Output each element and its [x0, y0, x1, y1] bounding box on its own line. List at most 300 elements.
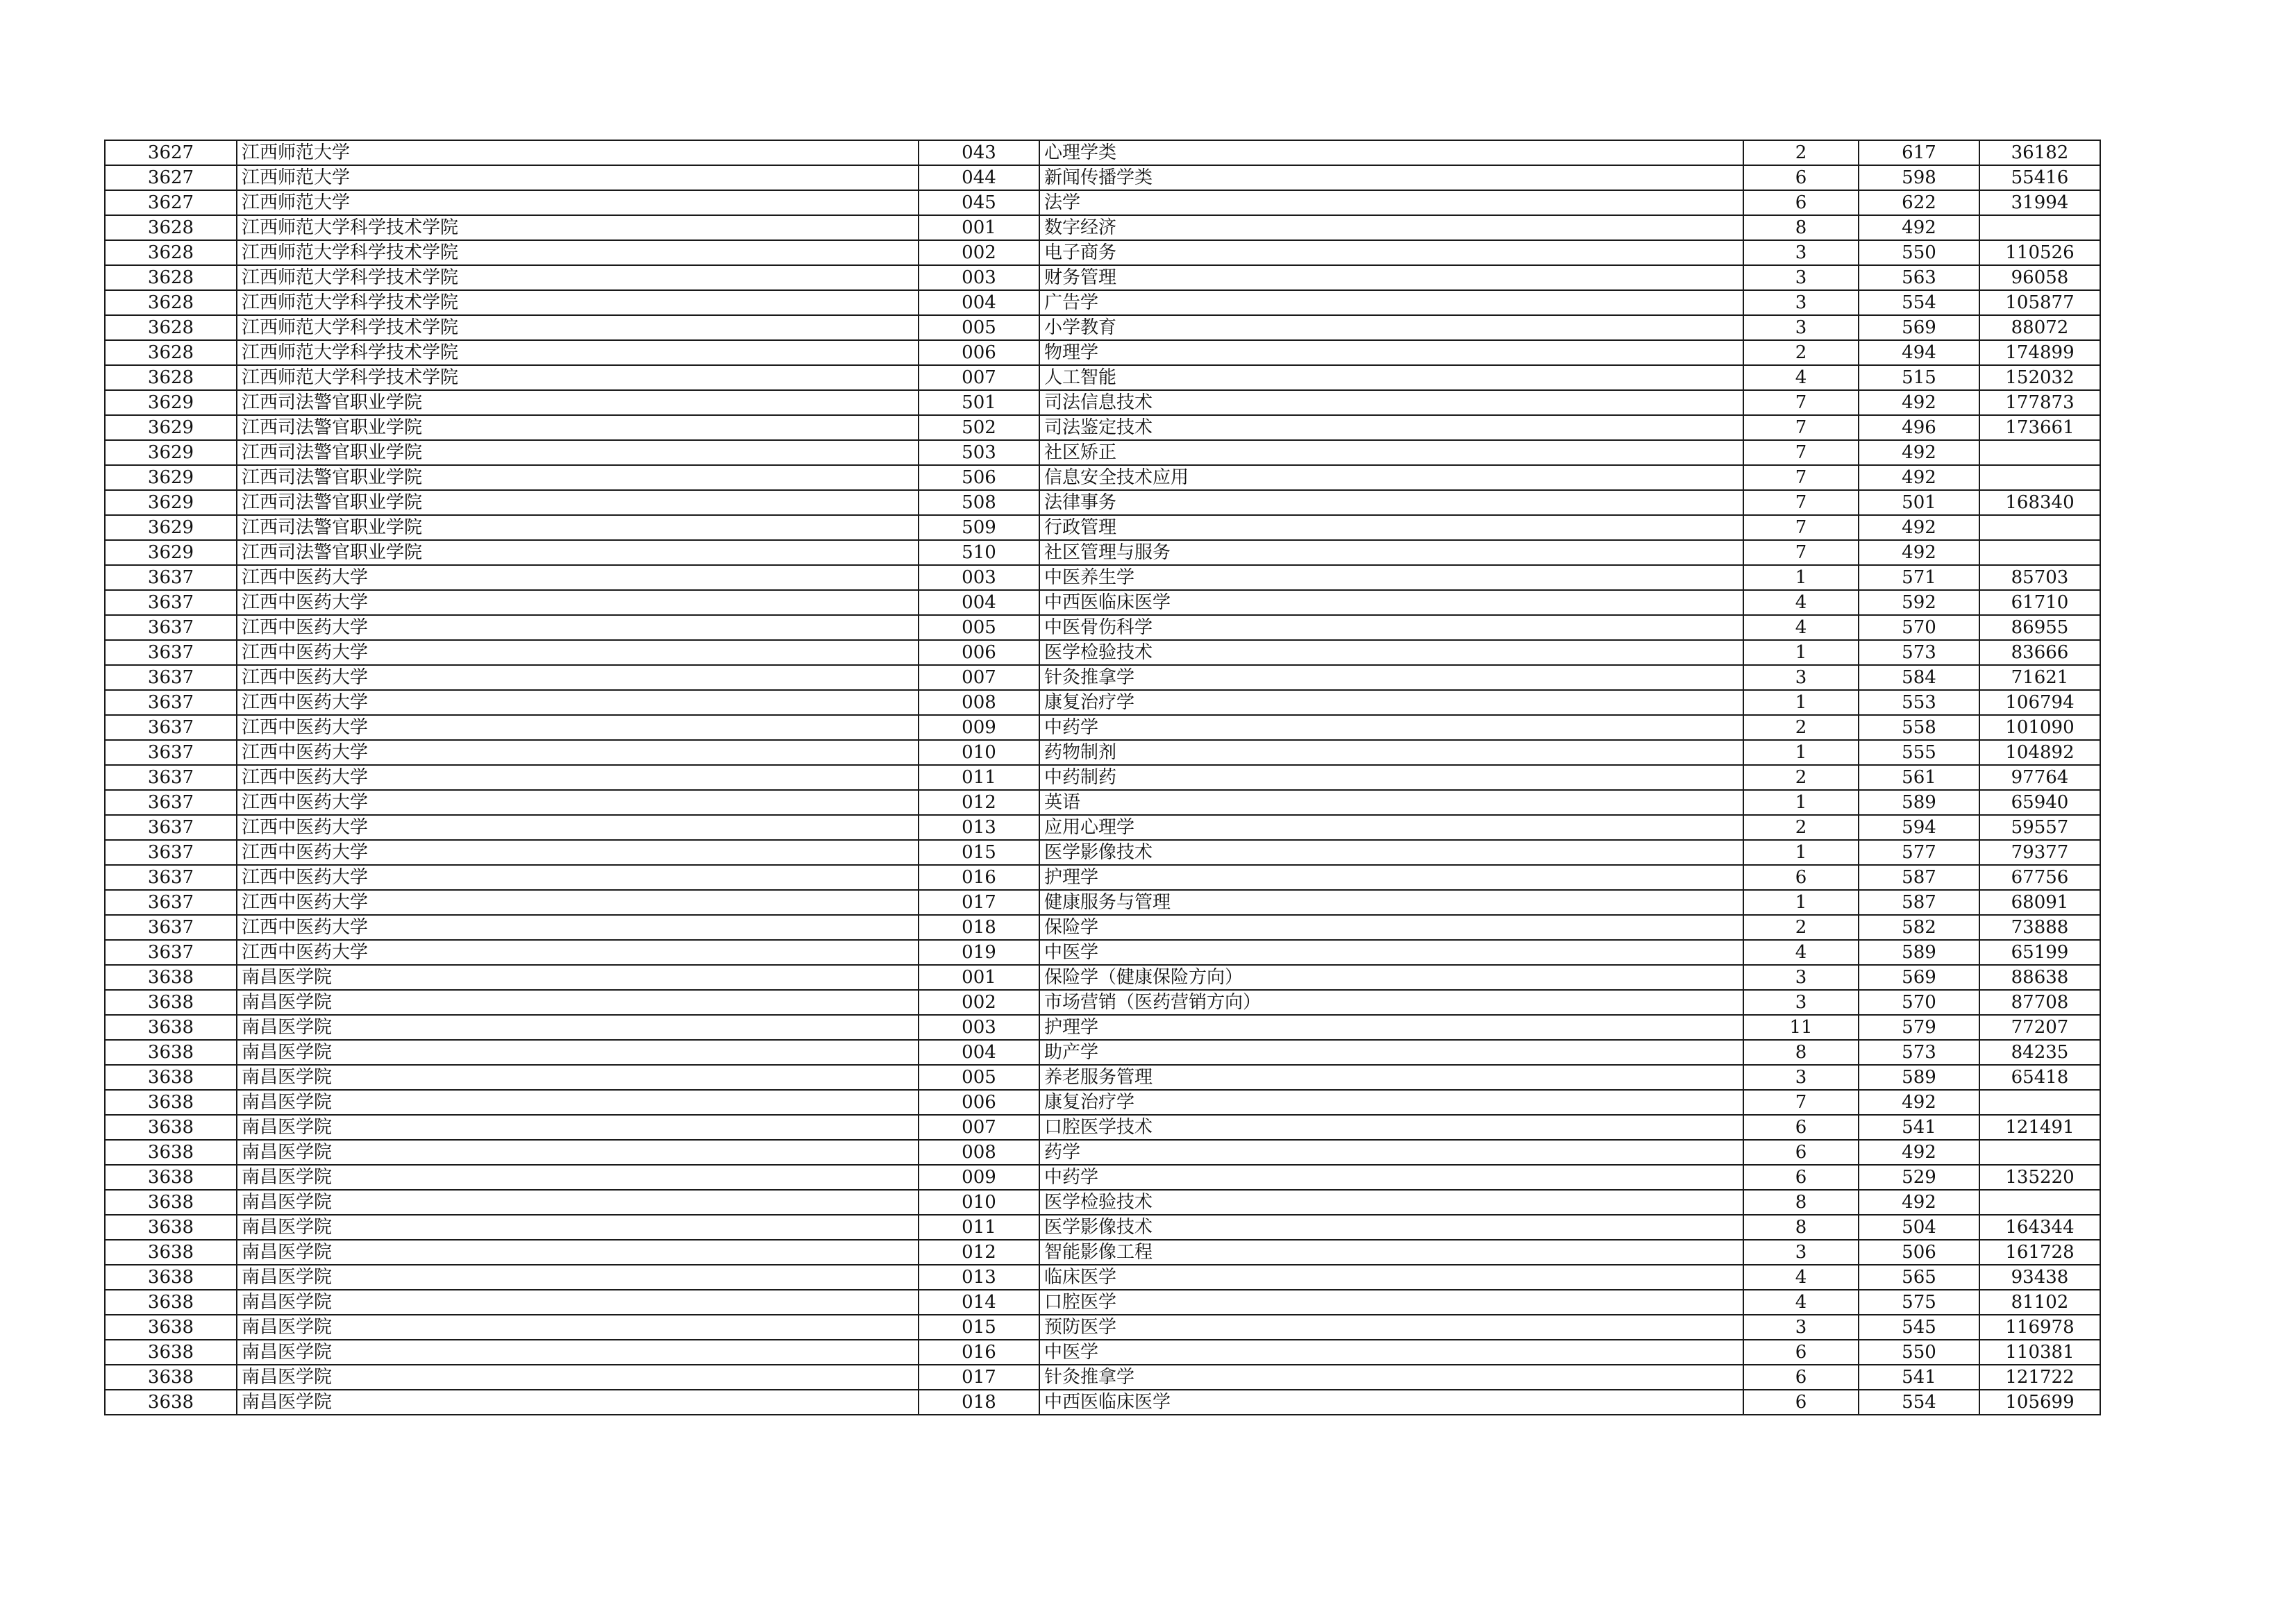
school-code-cell: 3637: [105, 765, 237, 790]
school-code-cell: 3638: [105, 1190, 237, 1215]
table-row: [105, 1265, 2100, 1290]
table-row: [105, 890, 2100, 915]
plan-count-cell: 6: [1743, 1165, 1859, 1190]
school-name-cell: 江西司法警官职业学院: [237, 390, 919, 415]
major-name-cell: 医学检验技术: [1039, 640, 1743, 665]
table-row: [105, 340, 2100, 365]
major-name-cell: 法学: [1039, 190, 1743, 215]
table-row: [105, 940, 2100, 965]
school-name-cell: 南昌医学院: [237, 1015, 919, 1040]
major-name-cell: 针灸推拿学: [1039, 1365, 1743, 1390]
admission-table: [104, 140, 2101, 1415]
min-rank-cell: 68091: [1979, 890, 2100, 915]
school-name-cell: 江西师范大学: [237, 140, 919, 165]
school-name-cell: 南昌医学院: [237, 990, 919, 1015]
school-code-cell: 3628: [105, 365, 237, 390]
min-score-cell: 515: [1859, 365, 1979, 390]
plan-count-cell: 11: [1743, 1015, 1859, 1040]
min-rank-cell: 36182: [1979, 140, 2100, 165]
table-row: [105, 1065, 2100, 1090]
major-name-cell: 口腔医学技术: [1039, 1115, 1743, 1140]
major-code-cell: 012: [919, 1240, 1039, 1265]
table-row: [105, 1165, 2100, 1190]
major-code-cell: 001: [919, 215, 1039, 240]
major-code-cell: 016: [919, 1340, 1039, 1365]
major-code-cell: 043: [919, 140, 1039, 165]
major-name-cell: 中医骨伤科学: [1039, 615, 1743, 640]
major-code-cell: 015: [919, 840, 1039, 865]
school-name-cell: 南昌医学院: [237, 1215, 919, 1240]
major-code-cell: 006: [919, 640, 1039, 665]
min-rank-cell: 164344: [1979, 1215, 2100, 1240]
school-code-cell: 3637: [105, 565, 237, 590]
school-name-cell: 江西师范大学科学技术学院: [237, 215, 919, 240]
table-row: [105, 190, 2100, 215]
school-name-cell: 南昌医学院: [237, 1390, 919, 1415]
table-row: [105, 765, 2100, 790]
major-name-cell: 口腔医学: [1039, 1290, 1743, 1315]
school-name-cell: 江西中医药大学: [237, 665, 919, 690]
major-name-cell: 康复治疗学: [1039, 1090, 1743, 1115]
school-code-cell: 3628: [105, 340, 237, 365]
min-rank-cell: 88638: [1979, 965, 2100, 990]
major-name-cell: 物理学: [1039, 340, 1743, 365]
table-row: [105, 1290, 2100, 1315]
min-rank-cell: 168340: [1979, 490, 2100, 515]
table-row: [105, 665, 2100, 690]
plan-count-cell: 3: [1743, 965, 1859, 990]
min-rank-cell: 67756: [1979, 865, 2100, 890]
min-rank-cell: 71621: [1979, 665, 2100, 690]
table-row: [105, 290, 2100, 315]
school-code-cell: 3638: [105, 1340, 237, 1365]
major-code-cell: 011: [919, 1215, 1039, 1240]
major-name-cell: 电子商务: [1039, 240, 1743, 265]
school-name-cell: 江西中医药大学: [237, 615, 919, 640]
major-name-cell: 中药学: [1039, 715, 1743, 740]
school-code-cell: 3629: [105, 490, 237, 515]
plan-count-cell: 4: [1743, 615, 1859, 640]
school-code-cell: 3638: [105, 1065, 237, 1090]
major-name-cell: 市场营销（医药营销方向）: [1039, 990, 1743, 1015]
min-score-cell: 569: [1859, 965, 1979, 990]
table-row: [105, 1340, 2100, 1365]
table-row: [105, 140, 2100, 165]
min-rank-cell: 174899: [1979, 340, 2100, 365]
min-score-cell: 598: [1859, 165, 1979, 190]
min-score-cell: 504: [1859, 1215, 1979, 1240]
table-row: [105, 590, 2100, 615]
min-score-cell: 553: [1859, 690, 1979, 715]
min-rank-cell: 135220: [1979, 1165, 2100, 1190]
table-row: [105, 365, 2100, 390]
plan-count-cell: 3: [1743, 990, 1859, 1015]
school-name-cell: 南昌医学院: [237, 1290, 919, 1315]
major-code-cell: 007: [919, 1115, 1039, 1140]
school-code-cell: 3638: [105, 1040, 237, 1065]
major-code-cell: 017: [919, 890, 1039, 915]
major-name-cell: 人工智能: [1039, 365, 1743, 390]
min-score-cell: 554: [1859, 1390, 1979, 1415]
major-code-cell: 013: [919, 815, 1039, 840]
school-name-cell: 江西司法警官职业学院: [237, 415, 919, 440]
major-name-cell: 临床医学: [1039, 1265, 1743, 1290]
table-row: [105, 640, 2100, 665]
plan-count-cell: 2: [1743, 915, 1859, 940]
plan-count-cell: 3: [1743, 290, 1859, 315]
table-row: [105, 1390, 2100, 1415]
plan-count-cell: 4: [1743, 940, 1859, 965]
table-row: [105, 965, 2100, 990]
table-row: [105, 215, 2100, 240]
school-name-cell: 江西师范大学科学技术学院: [237, 315, 919, 340]
school-name-cell: 江西司法警官职业学院: [237, 490, 919, 515]
major-code-cell: 005: [919, 1065, 1039, 1090]
school-code-cell: 3638: [105, 1290, 237, 1315]
min-rank-cell: 59557: [1979, 815, 2100, 840]
min-score-cell: 492: [1859, 390, 1979, 415]
min-rank-cell: [1979, 215, 2100, 240]
plan-count-cell: 3: [1743, 265, 1859, 290]
min-rank-cell: 173661: [1979, 415, 2100, 440]
plan-count-cell: 3: [1743, 240, 1859, 265]
major-name-cell: 社区矫正: [1039, 440, 1743, 465]
school-code-cell: 3629: [105, 440, 237, 465]
table-row: [105, 565, 2100, 590]
min-score-cell: 592: [1859, 590, 1979, 615]
school-code-cell: 3628: [105, 240, 237, 265]
plan-count-cell: 8: [1743, 215, 1859, 240]
plan-count-cell: 8: [1743, 1190, 1859, 1215]
school-name-cell: 南昌医学院: [237, 1090, 919, 1115]
school-name-cell: 江西中医药大学: [237, 790, 919, 815]
plan-count-cell: 7: [1743, 515, 1859, 540]
min-score-cell: 573: [1859, 1040, 1979, 1065]
school-name-cell: 南昌医学院: [237, 1265, 919, 1290]
plan-count-cell: 7: [1743, 440, 1859, 465]
min-rank-cell: 93438: [1979, 1265, 2100, 1290]
major-name-cell: 行政管理: [1039, 515, 1743, 540]
min-rank-cell: 121491: [1979, 1115, 2100, 1140]
min-score-cell: 570: [1859, 615, 1979, 640]
plan-count-cell: 1: [1743, 840, 1859, 865]
major-name-cell: 中药学: [1039, 1165, 1743, 1190]
min-rank-cell: 96058: [1979, 265, 2100, 290]
plan-count-cell: 8: [1743, 1215, 1859, 1240]
min-rank-cell: 86955: [1979, 615, 2100, 640]
min-rank-cell: 84235: [1979, 1040, 2100, 1065]
min-rank-cell: 152032: [1979, 365, 2100, 390]
min-score-cell: 594: [1859, 815, 1979, 840]
major-code-cell: 003: [919, 265, 1039, 290]
min-rank-cell: 83666: [1979, 640, 2100, 665]
major-name-cell: 社区管理与服务: [1039, 540, 1743, 565]
major-name-cell: 中医养生学: [1039, 565, 1743, 590]
min-rank-cell: 104892: [1979, 740, 2100, 765]
school-code-cell: 3638: [105, 1115, 237, 1140]
table-row: [105, 440, 2100, 465]
school-name-cell: 江西中医药大学: [237, 740, 919, 765]
plan-count-cell: 7: [1743, 465, 1859, 490]
plan-count-cell: 1: [1743, 690, 1859, 715]
school-code-cell: 3628: [105, 215, 237, 240]
major-name-cell: 保险学（健康保险方向）: [1039, 965, 1743, 990]
major-code-cell: 510: [919, 540, 1039, 565]
table-row: [105, 415, 2100, 440]
major-name-cell: 养老服务管理: [1039, 1065, 1743, 1090]
school-name-cell: 江西中医药大学: [237, 590, 919, 615]
school-code-cell: 3637: [105, 940, 237, 965]
school-code-cell: 3638: [105, 1165, 237, 1190]
school-name-cell: 江西中医药大学: [237, 915, 919, 940]
min-score-cell: 492: [1859, 1140, 1979, 1165]
table-row: [105, 1240, 2100, 1265]
min-score-cell: 501: [1859, 490, 1979, 515]
plan-count-cell: 6: [1743, 190, 1859, 215]
school-name-cell: 江西中医药大学: [237, 940, 919, 965]
major-code-cell: 503: [919, 440, 1039, 465]
min-rank-cell: [1979, 1190, 2100, 1215]
plan-count-cell: 4: [1743, 1265, 1859, 1290]
school-name-cell: 江西司法警官职业学院: [237, 465, 919, 490]
min-score-cell: 589: [1859, 940, 1979, 965]
table-row: [105, 840, 2100, 865]
major-name-cell: 广告学: [1039, 290, 1743, 315]
school-name-cell: 江西司法警官职业学院: [237, 440, 919, 465]
min-score-cell: 582: [1859, 915, 1979, 940]
major-code-cell: 001: [919, 965, 1039, 990]
major-code-cell: 006: [919, 1090, 1039, 1115]
plan-count-cell: 1: [1743, 640, 1859, 665]
plan-count-cell: 1: [1743, 565, 1859, 590]
table-row: [105, 490, 2100, 515]
table-row: [105, 1215, 2100, 1240]
min-score-cell: 554: [1859, 290, 1979, 315]
plan-count-cell: 2: [1743, 340, 1859, 365]
min-score-cell: 573: [1859, 640, 1979, 665]
school-code-cell: 3629: [105, 390, 237, 415]
school-name-cell: 南昌医学院: [237, 1365, 919, 1390]
school-code-cell: 3637: [105, 590, 237, 615]
min-score-cell: 492: [1859, 440, 1979, 465]
min-score-cell: 561: [1859, 765, 1979, 790]
major-name-cell: 健康服务与管理: [1039, 890, 1743, 915]
min-rank-cell: [1979, 465, 2100, 490]
school-code-cell: 3637: [105, 740, 237, 765]
min-rank-cell: 87708: [1979, 990, 2100, 1015]
min-rank-cell: 77207: [1979, 1015, 2100, 1040]
table-row: [105, 790, 2100, 815]
min-rank-cell: 101090: [1979, 715, 2100, 740]
min-score-cell: 550: [1859, 240, 1979, 265]
school-name-cell: 江西师范大学: [237, 165, 919, 190]
school-name-cell: 江西中医药大学: [237, 840, 919, 865]
school-name-cell: 南昌医学院: [237, 1040, 919, 1065]
min-rank-cell: 177873: [1979, 390, 2100, 415]
min-score-cell: 555: [1859, 740, 1979, 765]
min-score-cell: 587: [1859, 865, 1979, 890]
plan-count-cell: 7: [1743, 490, 1859, 515]
major-code-cell: 009: [919, 1165, 1039, 1190]
major-name-cell: 医学检验技术: [1039, 1190, 1743, 1215]
school-name-cell: 江西师范大学科学技术学院: [237, 240, 919, 265]
major-code-cell: 018: [919, 1390, 1039, 1415]
school-code-cell: 3637: [105, 615, 237, 640]
min-score-cell: 492: [1859, 540, 1979, 565]
school-code-cell: 3638: [105, 1140, 237, 1165]
min-rank-cell: 85703: [1979, 565, 2100, 590]
major-code-cell: 014: [919, 1290, 1039, 1315]
major-code-cell: 508: [919, 490, 1039, 515]
school-name-cell: 江西中医药大学: [237, 715, 919, 740]
school-code-cell: 3637: [105, 690, 237, 715]
min-rank-cell: [1979, 1140, 2100, 1165]
min-score-cell: 565: [1859, 1265, 1979, 1290]
min-rank-cell: 106794: [1979, 690, 2100, 715]
table-row: [105, 1315, 2100, 1340]
school-code-cell: 3637: [105, 790, 237, 815]
major-code-cell: 010: [919, 740, 1039, 765]
min-rank-cell: 110381: [1979, 1340, 2100, 1365]
table-row: [105, 990, 2100, 1015]
plan-count-cell: 6: [1743, 1390, 1859, 1415]
major-code-cell: 015: [919, 1315, 1039, 1340]
plan-count-cell: 7: [1743, 540, 1859, 565]
school-name-cell: 南昌医学院: [237, 1065, 919, 1090]
major-name-cell: 中医学: [1039, 940, 1743, 965]
table-row: [105, 1040, 2100, 1065]
major-code-cell: 007: [919, 665, 1039, 690]
school-code-cell: 3638: [105, 1215, 237, 1240]
min-score-cell: 558: [1859, 715, 1979, 740]
major-name-cell: 助产学: [1039, 1040, 1743, 1065]
min-rank-cell: 105877: [1979, 290, 2100, 315]
major-name-cell: 中西医临床医学: [1039, 590, 1743, 615]
table-row: [105, 615, 2100, 640]
min-score-cell: 541: [1859, 1365, 1979, 1390]
major-code-cell: 012: [919, 790, 1039, 815]
school-code-cell: 3637: [105, 640, 237, 665]
major-name-cell: 司法信息技术: [1039, 390, 1743, 415]
min-rank-cell: 105699: [1979, 1390, 2100, 1415]
school-code-cell: 3637: [105, 715, 237, 740]
major-name-cell: 预防医学: [1039, 1315, 1743, 1340]
major-name-cell: 医学影像技术: [1039, 1215, 1743, 1240]
major-code-cell: 008: [919, 690, 1039, 715]
plan-count-cell: 4: [1743, 365, 1859, 390]
plan-count-cell: 7: [1743, 390, 1859, 415]
plan-count-cell: 4: [1743, 1290, 1859, 1315]
table-row: [105, 865, 2100, 890]
plan-count-cell: 1: [1743, 740, 1859, 765]
min-rank-cell: 65418: [1979, 1065, 2100, 1090]
min-score-cell: 541: [1859, 1115, 1979, 1140]
school-code-cell: 3638: [105, 1240, 237, 1265]
school-code-cell: 3628: [105, 265, 237, 290]
table-row: [105, 740, 2100, 765]
major-name-cell: 新闻传播学类: [1039, 165, 1743, 190]
school-code-cell: 3638: [105, 1265, 237, 1290]
min-rank-cell: 73888: [1979, 915, 2100, 940]
school-name-cell: 江西师范大学科学技术学院: [237, 265, 919, 290]
min-score-cell: 494: [1859, 340, 1979, 365]
min-score-cell: 506: [1859, 1240, 1979, 1265]
min-rank-cell: 55416: [1979, 165, 2100, 190]
school-code-cell: 3637: [105, 665, 237, 690]
major-code-cell: 509: [919, 515, 1039, 540]
table-row: [105, 1190, 2100, 1215]
table-row: [105, 165, 2100, 190]
min-score-cell: 571: [1859, 565, 1979, 590]
school-name-cell: 江西师范大学: [237, 190, 919, 215]
table-row: [105, 690, 2100, 715]
plan-count-cell: 3: [1743, 665, 1859, 690]
major-name-cell: 药物制剂: [1039, 740, 1743, 765]
min-rank-cell: 31994: [1979, 190, 2100, 215]
school-code-cell: 3637: [105, 890, 237, 915]
plan-count-cell: 6: [1743, 1140, 1859, 1165]
table-row: [105, 1090, 2100, 1115]
major-code-cell: 019: [919, 940, 1039, 965]
school-code-cell: 3638: [105, 990, 237, 1015]
min-score-cell: 575: [1859, 1290, 1979, 1315]
major-code-cell: 502: [919, 415, 1039, 440]
plan-count-cell: 3: [1743, 1240, 1859, 1265]
plan-count-cell: 3: [1743, 315, 1859, 340]
school-code-cell: 3637: [105, 840, 237, 865]
min-rank-cell: 65940: [1979, 790, 2100, 815]
school-code-cell: 3629: [105, 465, 237, 490]
school-code-cell: 3628: [105, 290, 237, 315]
school-code-cell: 3627: [105, 165, 237, 190]
min-score-cell: 492: [1859, 1190, 1979, 1215]
school-code-cell: 3638: [105, 1390, 237, 1415]
plan-count-cell: 8: [1743, 1040, 1859, 1065]
min-score-cell: 589: [1859, 790, 1979, 815]
major-code-cell: 044: [919, 165, 1039, 190]
plan-count-cell: 7: [1743, 415, 1859, 440]
major-code-cell: 006: [919, 340, 1039, 365]
major-name-cell: 信息安全技术应用: [1039, 465, 1743, 490]
school-name-cell: 江西司法警官职业学院: [237, 515, 919, 540]
school-name-cell: 南昌医学院: [237, 1190, 919, 1215]
min-score-cell: 529: [1859, 1165, 1979, 1190]
major-code-cell: 005: [919, 315, 1039, 340]
school-code-cell: 3637: [105, 865, 237, 890]
min-rank-cell: 116978: [1979, 1315, 2100, 1340]
min-rank-cell: 161728: [1979, 1240, 2100, 1265]
major-code-cell: 018: [919, 915, 1039, 940]
min-rank-cell: [1979, 540, 2100, 565]
major-code-cell: 002: [919, 240, 1039, 265]
min-score-cell: 622: [1859, 190, 1979, 215]
major-code-cell: 007: [919, 365, 1039, 390]
min-rank-cell: [1979, 1090, 2100, 1115]
school-code-cell: 3627: [105, 190, 237, 215]
table-row: [105, 1015, 2100, 1040]
major-code-cell: 005: [919, 615, 1039, 640]
major-code-cell: 004: [919, 590, 1039, 615]
school-name-cell: 江西司法警官职业学院: [237, 540, 919, 565]
school-code-cell: 3628: [105, 315, 237, 340]
plan-count-cell: 6: [1743, 865, 1859, 890]
min-score-cell: 617: [1859, 140, 1979, 165]
school-name-cell: 江西中医药大学: [237, 815, 919, 840]
major-code-cell: 004: [919, 290, 1039, 315]
min-score-cell: 563: [1859, 265, 1979, 290]
school-code-cell: 3638: [105, 1015, 237, 1040]
plan-count-cell: 1: [1743, 790, 1859, 815]
